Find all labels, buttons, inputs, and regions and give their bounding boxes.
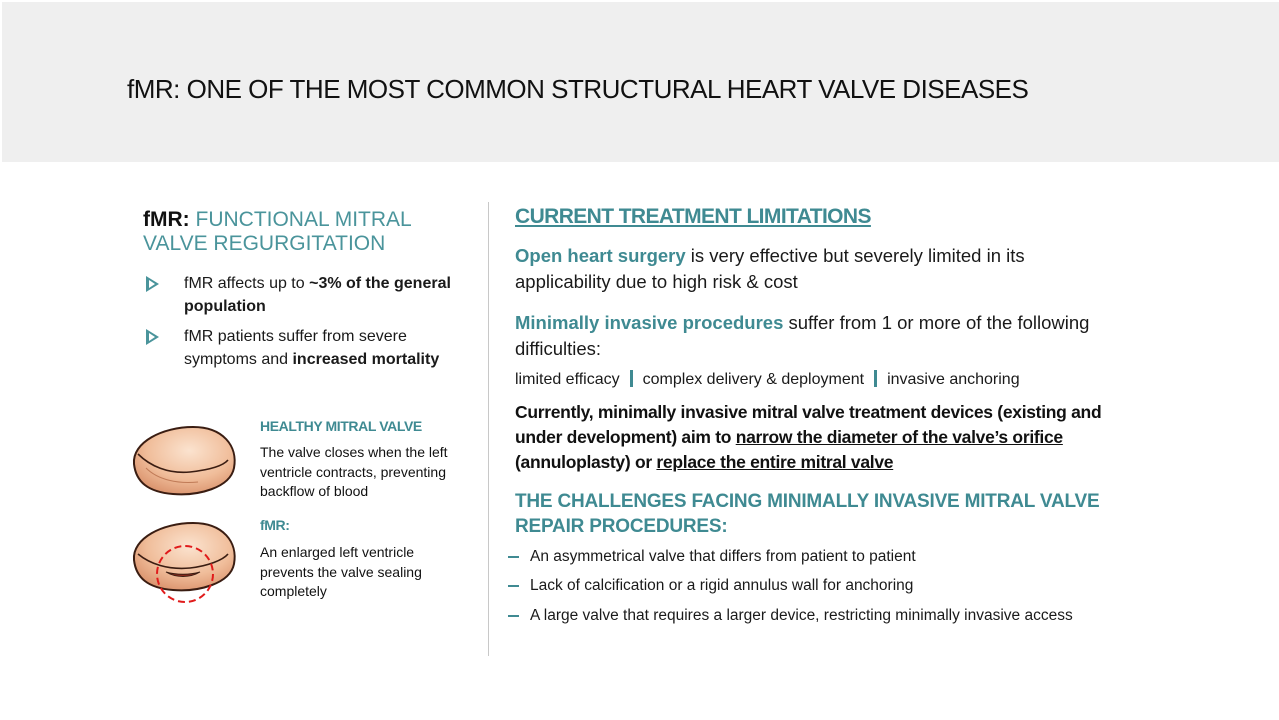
challenge-item — [508, 607, 1073, 625]
slide-title: fMR: ONE OF THE MOST COMMON STRUCTURAL HEART VALVE DISEASES — [127, 74, 1029, 104]
difficulty-item: limited efficacy — [515, 371, 620, 388]
open-heart-label: Open heart surgery — [515, 245, 686, 266]
healthy-valve-title: HEALTHY MITRAL VALVE — [260, 418, 422, 434]
left-heading — [143, 208, 463, 256]
challenges-title: THE CHALLENGES FACING MINIMALLY INVASIVE MITRAL VALVE REPAIR PROCEDURES: — [515, 491, 1100, 537]
minimally-invasive-text: suffer from 1 or more of the following difficulties: — [515, 312, 1090, 359]
difficulties-row — [515, 370, 1020, 389]
bullet-text: fMR patients suffer from severe symptoms and — [184, 328, 407, 368]
open-heart-paragraph — [515, 243, 1125, 295]
current-devices-paragraph — [515, 400, 1130, 475]
healthy-valve-text: The valve closes when the left ventricle contracts, preventing backflow of blood — [260, 444, 448, 499]
current-underline-2: replace the entire mitral valve — [656, 452, 894, 472]
healthy-valve-illustration — [128, 424, 240, 498]
challenge-text: Lack of calcification or a rigid annulus wall for anchoring — [530, 577, 914, 594]
separator-bar — [874, 370, 877, 387]
dash-bullet-icon — [508, 556, 519, 558]
current-underline-1: narrow the diameter of the valve’s orifice — [735, 427, 1063, 447]
difficulty-item: complex delivery & deployment — [642, 371, 865, 388]
current-text-b: (annuloplasty) or — [515, 452, 657, 472]
bullet-bold: increased mortality — [292, 351, 440, 368]
challenge-item — [508, 548, 916, 566]
dash-bullet-icon — [508, 615, 519, 617]
fmr-text: An enlarged left ventricle prevents the valve sealing completely — [260, 544, 422, 599]
bullet-text: fMR affects up to — [184, 275, 310, 292]
limitations-title: CURRENT TREATMENT LIMITATIONS — [515, 205, 871, 228]
triangle-bullet-icon — [146, 329, 159, 345]
separator-bar — [630, 370, 633, 387]
bullet-bold: ~3% of the general population — [184, 275, 451, 315]
column-divider — [488, 202, 489, 656]
open-heart-text: is very effective but severely limited in its applicability due to high risk & cost — [515, 245, 1025, 292]
difficulty-item: invasive anchoring — [887, 371, 1020, 388]
heading-full: FUNCTIONAL MITRAL VALVE REGURGITATION — [143, 208, 411, 255]
minimally-invasive-paragraph — [515, 310, 1125, 362]
dash-bullet-icon — [508, 585, 519, 587]
challenge-item — [508, 577, 913, 595]
challenge-text: A large valve that requires a larger device, restricting minimally invasive access — [530, 607, 1073, 624]
current-text-a: Currently, minimally invasive mitral valve treatment devices (existing and under development) aim to — [515, 402, 1102, 447]
fmr-title: fMR: — [260, 517, 290, 533]
triangle-bullet-icon — [146, 276, 159, 292]
minimally-invasive-label: Minimally invasive procedures — [515, 312, 784, 333]
fmr-valve-illustration — [128, 520, 240, 606]
heading-abbrev: fMR: — [143, 208, 190, 231]
challenge-text: An asymmetrical valve that differs from patient to patient — [530, 548, 916, 565]
